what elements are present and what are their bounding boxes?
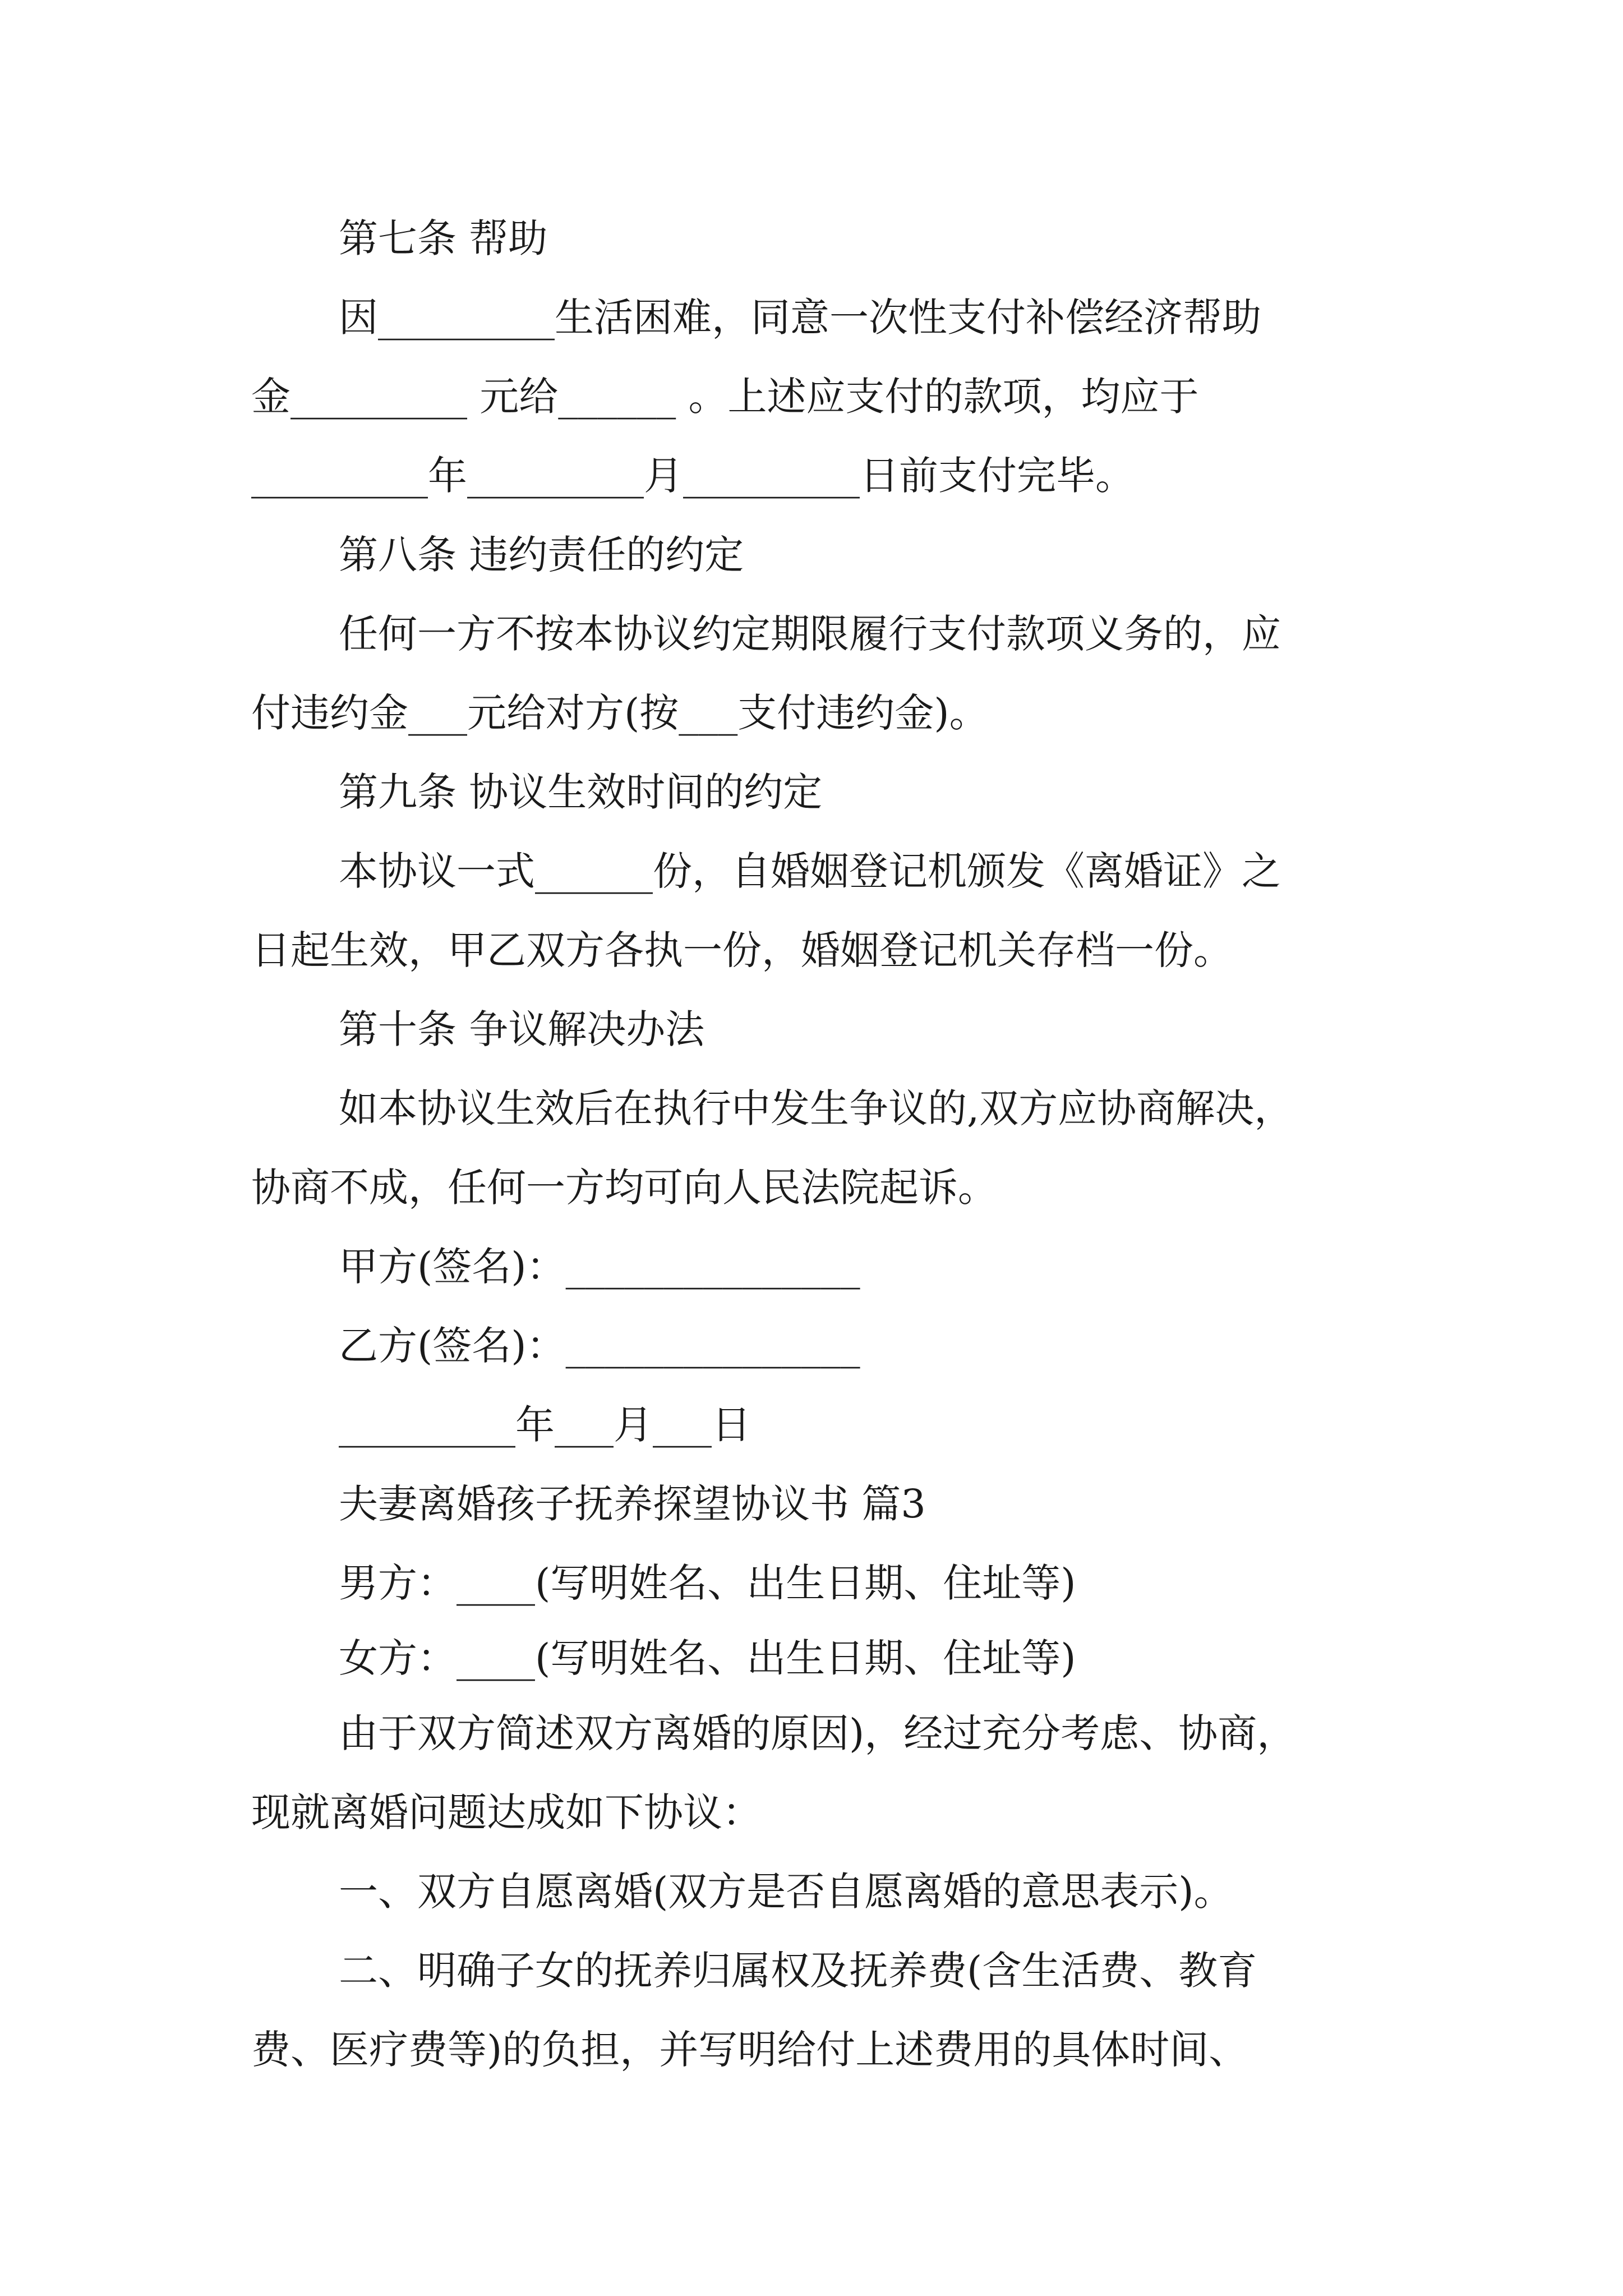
article-10-text-line-1: 如本协议生效后在执行中发生争议的,双方应协商解决， [339, 1085, 1294, 1131]
party-a-signature: 甲方(签名)：_______________ [339, 1244, 860, 1290]
intro-text-line-1: 由于双方简述双方离婚的原因)，经过充分考虑、协商， [339, 1710, 1297, 1756]
section-title: 夫妻离婚孩子抚养探望协议书 篇3 [339, 1481, 926, 1527]
article-7-text-line-1: 因_________生活困难，同意一次性支付补偿经济帮助 [339, 295, 1261, 341]
signature-date: _________年___月___日 [339, 1402, 751, 1448]
article-9-text-line-2: 日起生效，甲乙双方各执一份，婚姻登记机关存档一份。 [251, 927, 1233, 973]
article-8-text-line-1: 任何一方不按本协议约定期限履行支付款项义务的，应 [339, 611, 1281, 657]
document-body [251, 213, 1390, 2104]
article-7-text-line-2: 金_________ 元给______ 。上述应支付的款项，均应于 [251, 374, 1199, 420]
male-party-line: 男方：____(写明姓名、出生日期、住址等) [339, 1560, 1076, 1606]
intro-text-line-2: 现就离婚问题达成如下协议： [251, 1789, 762, 1835]
clause-1-text: 一、双方自愿离婚(双方是否自愿离婚的意思表示)。 [339, 1869, 1233, 1915]
article-10-text-line-2: 协商不成，任何一方均可向人民法院起诉。 [251, 1165, 997, 1211]
female-party-line: 女方：____(写明姓名、出生日期、住址等) [339, 1635, 1076, 1681]
article-7-heading: 第七条 帮助 [339, 215, 548, 261]
article-8-heading: 第八条 违约责任的约定 [339, 532, 744, 578]
article-9-heading: 第九条 协议生效时间的约定 [339, 769, 823, 815]
clause-2-text-line-1: 二、明确子女的抚养归属权及抚养费(含生活费、教育 [339, 1948, 1257, 1994]
article-10-heading: 第十条 争议解决办法 [339, 1006, 705, 1052]
article-7-text-line-3: _________年_________月_________日前支付完毕。 [251, 453, 1135, 499]
article-8-text-line-2: 付违约金___元给对方(按___支付违约金)。 [251, 690, 989, 736]
article-9-text-line-1: 本协议一式______份，自婚姻登记机颁发《离婚证》之 [339, 848, 1281, 894]
party-b-signature: 乙方(签名)：_______________ [339, 1323, 860, 1369]
clause-2-text-line-2: 费、医疗费等)的负担，并写明给付上述费用的具体时间、 [251, 2027, 1248, 2073]
